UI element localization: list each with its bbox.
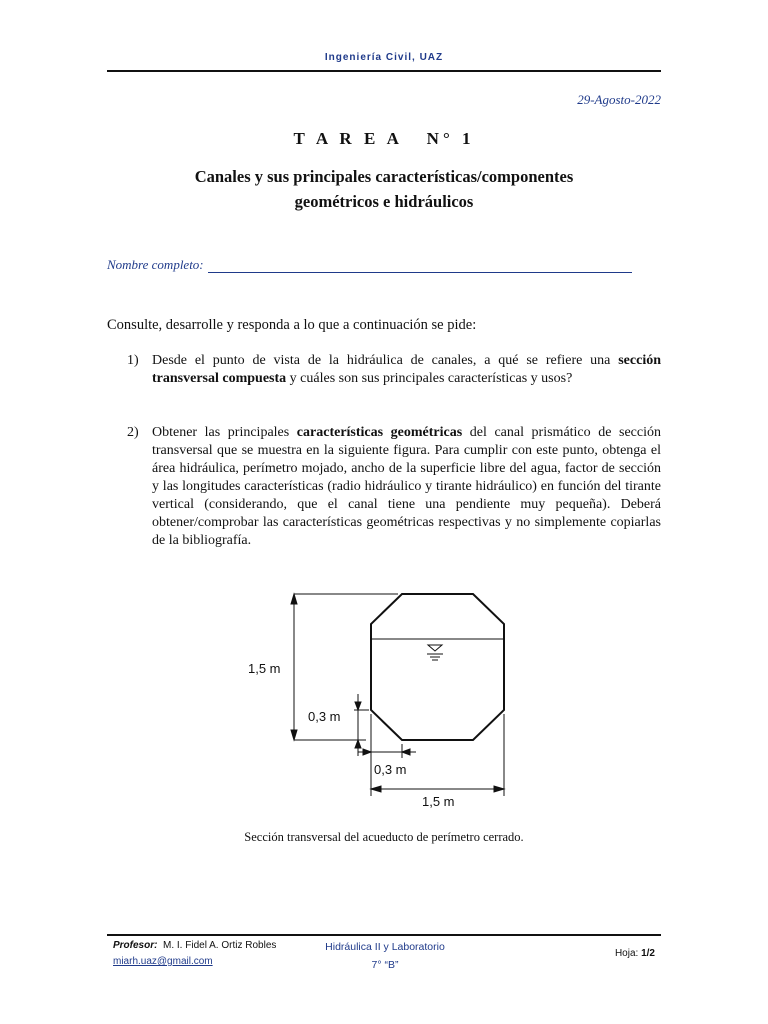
course-group: 7° “B” xyxy=(371,959,399,971)
channel-outline xyxy=(371,594,504,740)
footer-course xyxy=(300,938,470,974)
question-text-pre: Desde el punto de vista de la hidráulica de canales, a qué se refiere una xyxy=(152,353,619,368)
subtitle-line-2: geométricos e hidráulicos xyxy=(294,192,474,211)
question-text-post: y cuáles son sus principales características y usos? xyxy=(286,371,573,386)
question-number: 1) xyxy=(127,353,139,368)
name-field-line[interactable] xyxy=(208,258,632,273)
header-divider xyxy=(107,70,661,72)
name-field-row xyxy=(107,257,632,273)
name-label: Nombre completo: xyxy=(107,257,204,272)
question-1 xyxy=(127,352,661,388)
professor-email-link[interactable]: miarh.uaz@gmail.com xyxy=(113,956,213,967)
height-label: 1,5 m xyxy=(248,661,281,676)
date: 29-Agosto-2022 xyxy=(577,92,661,107)
page-subtitle xyxy=(0,164,768,214)
chamfer-v-label: 0,3 m xyxy=(308,709,341,724)
subtitle-line-1: Canales y sus principales características/componentes xyxy=(194,167,574,186)
cross-section-diagram xyxy=(236,584,536,819)
cross-section-figure xyxy=(236,584,536,824)
page-label: Hoja: xyxy=(614,948,639,959)
chamfer-v-dimension xyxy=(354,694,369,756)
chamfer-h-label: 0,3 m xyxy=(374,762,407,777)
page-title: T A R E A N° 1 xyxy=(293,129,475,148)
professor-label: Profesor: xyxy=(113,940,158,951)
professor-line xyxy=(113,938,276,954)
question-text-post: del canal prismático de sección transversal que se muestra en la siguiente figura. Para cumplir con este punto, obtenga el área hidráulica, perímetro mojado, ancho de la superficie libre del agua, factor de sección y las longitudes características (radio hidráulico y tirante hidráulico) en función del tirante vertical (considerando, que el canal tiene una pendiente muy pequeña). Deberá obtener/comprobar las características geométricas respectivas y no simplemente copiarlas de la bibliografía. xyxy=(152,425,661,548)
professor-name: M. I. Fidel A. Ortiz Robles xyxy=(163,940,277,951)
footer-professor xyxy=(113,938,276,970)
question-text-pre: Obtener las principales xyxy=(152,425,297,440)
water-level-symbol xyxy=(427,645,443,660)
width-label: 1,5 m xyxy=(422,794,455,809)
intro-text: Consulte, desarrolle y responda a lo que a continuación se pide: xyxy=(107,317,477,333)
question-text xyxy=(152,352,661,388)
footer-page-number xyxy=(615,948,655,959)
figure-caption: Sección transversal del acueducto de perímetro cerrado. xyxy=(244,830,524,844)
course-name: Hidráulica II y Laboratorio xyxy=(325,941,445,953)
page-value: 1/2 xyxy=(641,948,655,959)
question-2 xyxy=(127,424,661,550)
header-institution: Ingeniería Civil, UAZ xyxy=(324,52,444,63)
question-text-bold: sección transversal compuesta xyxy=(152,353,661,386)
question-text-bold: características geométricas xyxy=(296,425,463,440)
width-dimension xyxy=(371,714,504,796)
question-number: 2) xyxy=(127,425,139,440)
question-text xyxy=(152,424,661,550)
footer-divider xyxy=(107,934,661,936)
